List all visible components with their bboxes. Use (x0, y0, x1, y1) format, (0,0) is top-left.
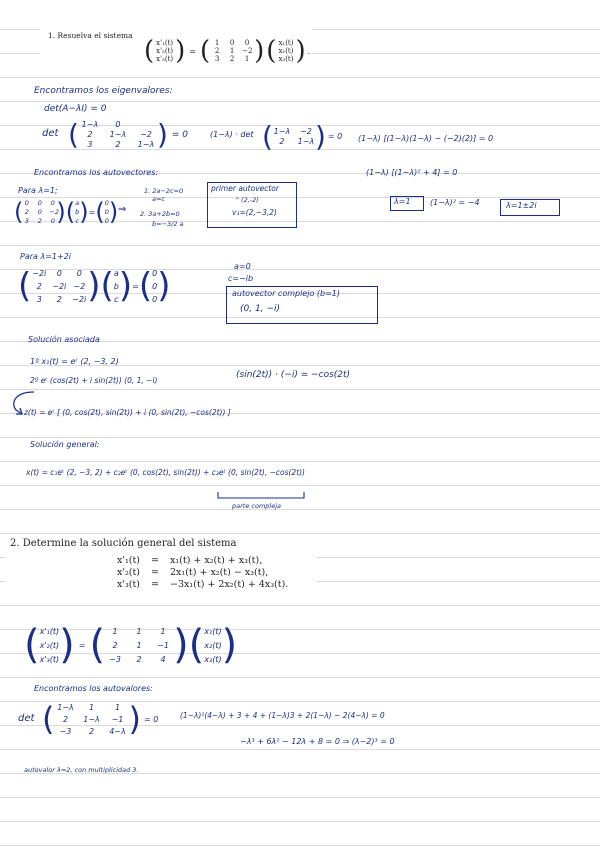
first-eigenvector-line-1: " (2,-2) (236, 196, 259, 204)
associated-solution-heading: Solución asociada (28, 335, 100, 344)
problem-2-eq-3: x'₃(t) = −3x₁(t) + 2x₂(t) + 4x₃(t). (116, 579, 289, 590)
first-eigenvector-line-2: v₁=(2,−3,2) (232, 208, 277, 217)
problem-2-eq-1: x'₁(t) = x₁(t) + x₂(t) + x₃(t), (116, 555, 263, 566)
complex-eigenvector-title: autovector complejo (b=1) (232, 289, 341, 298)
system-matrix-lambda-1: ( 0 0 0 2 0 −2 3 2 0 ) ( a b c ) = ( 0 0 0 ) (14, 198, 119, 226)
expansion-step-2: (1−λ) [(1−λ)(1−λ) − (−2)(2)] = 0 (358, 134, 494, 143)
problem-2-expansion: (1−λ)²(4−λ) + 3 + 4 + (1−λ)3 + 2(1−λ) − 2(4−λ) = 0 (180, 711, 385, 720)
system-matrix-lambda-2: ( −2i 0 0 2 −2i −2 3 2 −2i ) ( a b c ) = ( 0 0 0 ) (18, 266, 171, 306)
det-equation: det(A−λI) = 0 (44, 104, 107, 114)
problem-2-eigenvalue-heading: Encontramos los autovalores: (34, 684, 153, 693)
eigenvector-heading: Encontramos los autovectores: (34, 168, 159, 177)
step-1: 1. 2a−2c=0 (144, 187, 184, 195)
problem-1-matrix: 1 0 0 2 1 −2 3 2 1 (214, 39, 253, 63)
problem-2-title: 2. Determine la solución general del sistema (10, 538, 237, 549)
first-eigenvector-title: primer autovector (211, 184, 279, 193)
expansion-step-1: (1−λ) · det (210, 130, 254, 139)
eigenvalue-heading: Encontramos los eigenvalores: (34, 86, 173, 96)
minor-matrix: ( 1−λ −2 2 1−λ ) = 0 (262, 120, 343, 153)
step-2: 2. 3a+2b=0 (140, 210, 180, 218)
problem-2-matrix-form: ( x'₁(t) x'₂(t) x'₃(t) ) = ( 1 1 1 2 1 −1 −3 2 4 ) ( x₁(t) x₂(t) x₃(t) ) (24, 622, 238, 668)
problem-2-det-matrix: ( 1−λ 1 1 2 1−λ −1 −3 2 4−λ ) = 0 (42, 700, 159, 738)
condition-a: a=0 (234, 262, 251, 271)
problem-1-rhs-vector: x₁(t) x₂(t) x₃(t) (278, 39, 294, 63)
general-solution: x(t) = c₁eᵗ (2, −3, 2) + c₂eᵗ (0, cos(2t), sin(2t)) + c₃eᵗ (0, sin(2t), −cos(2t)) (26, 468, 305, 477)
step-2b: b=−3/2 a (152, 220, 184, 228)
expansion-step-3: (1−λ) [(1−λ)² + 4] = 0 (366, 168, 458, 177)
problem-2-det-label: det (18, 713, 35, 724)
problem-1-lhs-vector: x'₁(t) x'₂(t) x'₃(t) (156, 39, 174, 63)
implies-arrow: ⇒ (118, 204, 127, 215)
para-lambda-1: Para λ=1; (18, 186, 58, 195)
solution-2: 2º eᵗ (cos(2t) + i sin(2t)) (0, 1, −i) (30, 376, 158, 385)
general-solution-heading: Solución general: (30, 440, 100, 449)
complex-eigenvector: (0, 1, −i) (240, 304, 280, 314)
det-label: det (42, 128, 59, 139)
problem-2-cubic: −λ³ + 6λ² − 12λ + 8 = 0 ⇒ (λ−2)³ = 0 (240, 737, 395, 746)
lambda-2-3: λ=1±2i (506, 201, 537, 210)
parte-compleja-label: parte compleja (232, 502, 281, 510)
problem-2-eq-2: x'₂(t) = 2x₁(t) + x₂(t) − x₃(t), (116, 567, 269, 578)
problem-2-statement-block (6, 535, 316, 605)
condition-c: c=−ib (228, 274, 254, 283)
problem-2-result: autovalor λ=2, con multiplicidad 3. (24, 766, 139, 774)
det-matrix-1: ( 1−λ 0 2 1−λ −2 3 2 1−λ ) = 0 (68, 118, 189, 151)
z-t-solution: z(t) = eᵗ [ (0, cos(2t), sin(2t)) + i (0, sin(2t), −cos(2t)) ] (24, 408, 231, 417)
problem-1-statement-block: 1. Resuelva el sistema ( x'₁(t) x'₂(t) x'₃(t) ) = ( 1 0 0 2 1 −2 3 2 1 ) ( x₁(t) x₂(t) x₃(t) ) . (40, 28, 312, 72)
sin-note: (sin(2t)) · (−i) = −cos(2t) (236, 370, 351, 380)
lambda-1: λ=1 (394, 197, 411, 206)
problem-1-title: 1. Resuelva el sistema (48, 31, 133, 40)
para-lambda-2: Para λ=1+2i (20, 252, 72, 261)
step-1b: a=c (152, 195, 166, 203)
complex-step: (1−λ)² = −4 (430, 198, 480, 207)
solution-1: 1º x₁(t) = eᵗ (2, −3, 2) (30, 357, 119, 366)
